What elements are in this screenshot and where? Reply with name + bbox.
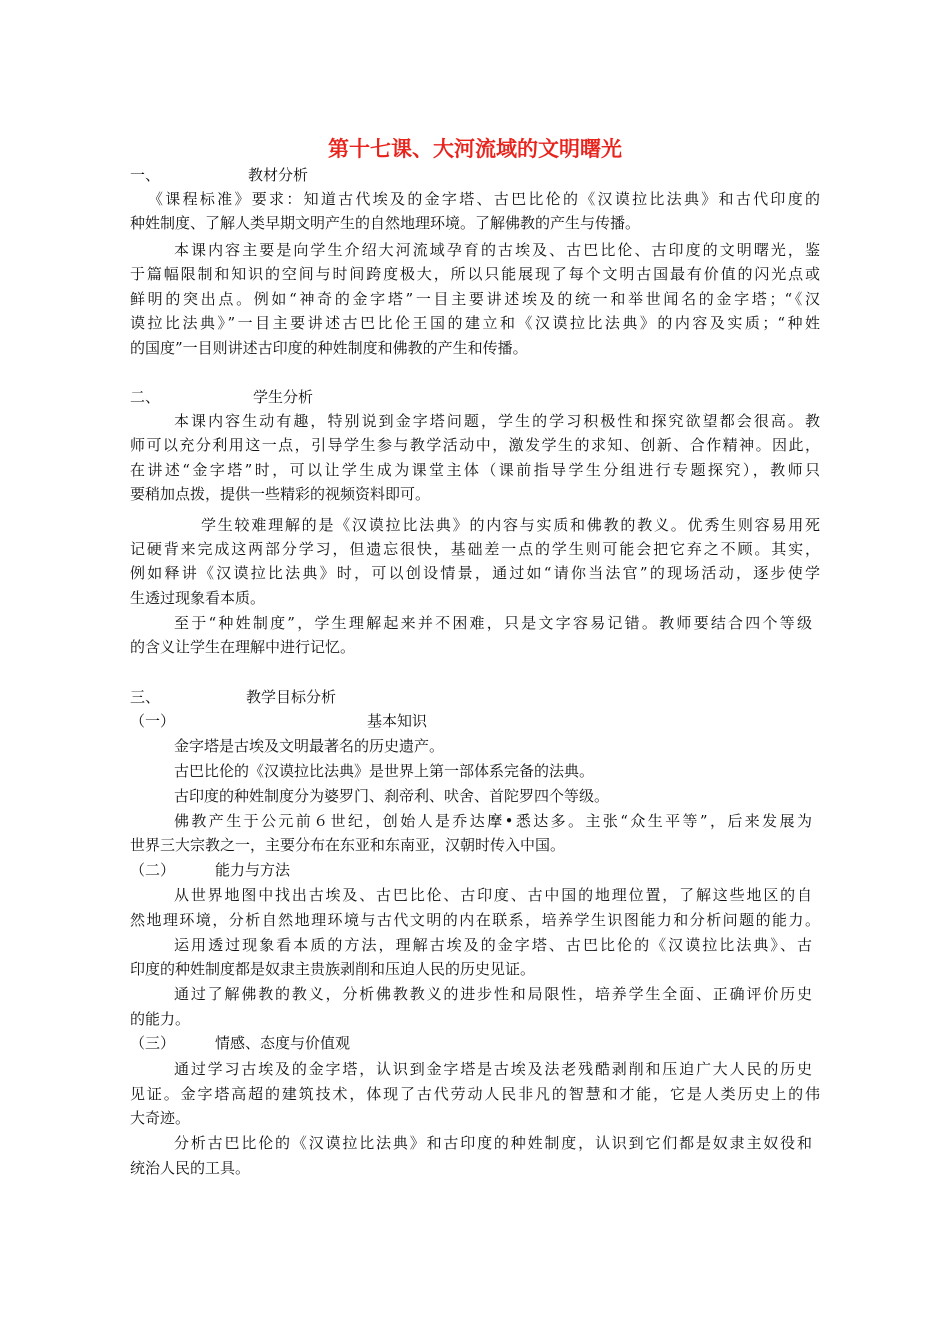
paragraph-line: 见证。金字塔高超的建筑技术，体现了古代劳动人民非凡的智慧和才能，它是人类历史上的伟 — [130, 1085, 820, 1103]
paragraph-line: 至于“种姓制度”，学生理解起来并不困难，只是文字容易记错。教师要结合四个等级 — [174, 614, 812, 632]
subsection-number: （一） — [130, 712, 176, 730]
paragraph-line: 鲜明的突出点。例如“神奇的金字塔”一目主要讲述埃及的统一和举世闻名的金字塔；“《汉 — [130, 290, 820, 308]
paragraph-line: 的能力。 — [130, 1010, 191, 1028]
subsection-number: （二） — [130, 861, 176, 879]
paragraph-line: 分析古巴比伦的《汉谟拉比法典》和古印度的种姓制度，认识到它们都是奴隶主奴役和 — [174, 1134, 812, 1152]
list-item: 佛教产生于公元前６世纪，创始人是乔达摩•悉达多。主张“众生平等”，后来发展为 — [174, 812, 812, 830]
paragraph-line: 例如释讲《汉谟拉比法典》时，可以创设情景，通过如“请你当法官”的现场活动，逐步使学 — [130, 564, 820, 582]
list-item: 世界三大宗教之一，主要分布在东亚和东南亚，汉朝时传入中国。 — [130, 836, 566, 854]
paragraph-line: 种姓制度、了解人类早期文明产生的自然地理环境。了解佛教的产生与传播。 — [130, 214, 641, 232]
subsection-heading: 基本知识 — [367, 712, 428, 730]
paragraph-line: 生透过现象看本质。 — [130, 589, 266, 607]
paragraph-line: 本课内容主要是向学生介绍大河流域孕育的古埃及、古巴比伦、古印度的文明曙光，鉴 — [174, 241, 820, 259]
section-heading: 学生分析 — [253, 388, 314, 406]
paragraph-line: 通过了解佛教的教义，分析佛教教义的进步性和局限性，培养学生全面、正确评价历史 — [174, 985, 812, 1003]
paragraph-line: 记硬背来完成这两部分学习，但遗忘很快，基础差一点的学生则可能会把它弃之不顾。其实， — [130, 540, 820, 558]
paragraph-line: 印度的种姓制度都是奴隶主贵族剥削和压迫人民的历史见证。 — [130, 960, 536, 978]
section-number: 二、 — [130, 388, 161, 406]
section-heading: 教学目标分析 — [246, 688, 337, 706]
document-title: 第十七课、大河流域的文明曙光 — [328, 137, 622, 161]
subsection-heading: 情感、态度与价值观 — [215, 1034, 351, 1052]
subsection-heading: 能力与方法 — [215, 861, 291, 879]
paragraph-line: 在讲述“金字塔”时，可以让学生成为课堂主体（课前指导学生分组进行专题探究），教师只 — [130, 461, 820, 479]
section-number: 一、 — [130, 166, 161, 184]
paragraph-line: 要稍加点拨，提供一些精彩的视频资料即可。 — [130, 485, 431, 503]
paragraph-line: 从世界地图中找出古埃及、古巴比伦、古印度、古中国的地理位置，了解这些地区的自 — [174, 886, 812, 904]
paragraph-line: 通过学习古埃及的金字塔，认识到金字塔是古埃及法老残酷剥削和压迫广大人民的历史 — [174, 1060, 812, 1078]
subsection-number: （三） — [130, 1034, 176, 1052]
paragraph-line: 于篇幅限制和知识的空间与时间跨度极大，所以只能展现了每个文明古国最有价值的闪光点或 — [130, 265, 820, 283]
paragraph-line: 统治人民的工具。 — [130, 1159, 251, 1177]
paragraph-line: 《课程标准》要求：知道古代埃及的金字塔、古巴比伦的《汉谟拉比法典》和古代印度的 — [148, 190, 820, 208]
paragraph-line: 谟拉比法典》”一目主要讲述古巴比伦王国的建立和《汉谟拉比法典》的内容及实质；“种姓 — [130, 314, 820, 332]
paragraph-line: 的含义让学生在理解中进行记忆。 — [130, 638, 356, 656]
paragraph-line: 然地理环境，分析自然地理环境与古代文明的内在联系，培养学生识图能力和分析问题的能力。 — [130, 911, 820, 929]
list-item: 金字塔是古埃及文明最著名的历史遗产。 — [174, 737, 445, 755]
section-heading: 教材分析 — [248, 166, 309, 184]
paragraph-line: 运用透过现象看本质的方法，理解古埃及的金字塔、古巴比伦的《汉谟拉比法典》、古 — [174, 936, 812, 954]
list-item: 古印度的种姓制度分为婆罗门、刹帝利、吠舍、首陀罗四个等级。 — [174, 787, 610, 805]
section-number: 三、 — [130, 688, 161, 706]
paragraph-line: 大奇迹。 — [130, 1109, 191, 1127]
paragraph-line: 的国度”一目则讲述古印度的种姓制度和佛教的产生和传播。 — [130, 339, 528, 357]
paragraph-line: 学生较难理解的是《汉谟拉比法典》的内容与实质和佛教的教义。优秀生则容易用死 — [201, 516, 820, 534]
paragraph-line: 本课内容生动有趣，特别说到金字塔问题，学生的学习积极性和探究欲望都会很高。教 — [174, 412, 820, 430]
paragraph-line: 师可以充分利用这一点，引导学生参与教学活动中，激发学生的求知、创新、合作精神。因此， — [130, 436, 820, 454]
list-item: 古巴比伦的《汉谟拉比法典》是世界上第一部体系完备的法典。 — [174, 762, 595, 780]
